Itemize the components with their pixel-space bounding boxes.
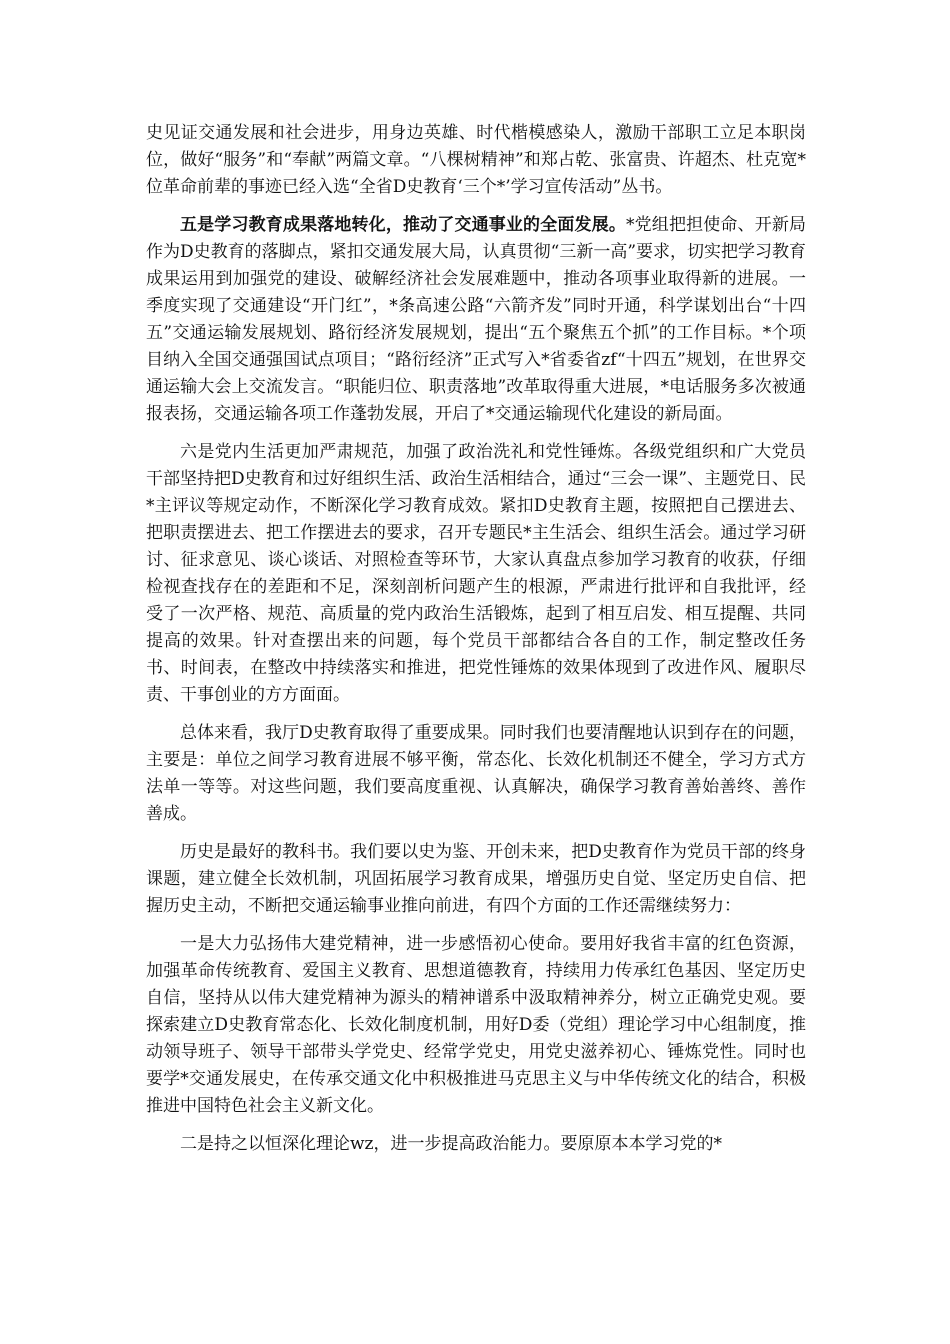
paragraph-7 xyxy=(146,1131,806,1158)
paragraph-4 xyxy=(146,720,806,828)
paragraph-1 xyxy=(146,120,806,201)
paragraph-6 xyxy=(146,931,806,1120)
paragraph-3 xyxy=(146,439,806,709)
paragraph-7-text: 二是持之以恒深化理论wz，进一步提高政治能力。要原原本本学习党的* xyxy=(180,1134,723,1154)
document-page xyxy=(146,120,806,1158)
paragraph-6-text: 一是大力弘扬伟大建党精神，进一步感悟初心使命。要用好我省丰富的红色资源，加强革命传统教育、爱国主义教育、思想道德教育，持续用力传承红色基因、坚定历史自信，坚持从以伟大建党精神为源头的精神谱系中汲取精神养分，树立正确党史观。要探索建立D史教育常态化、长效化制度机制，用好D委（党组）理论学习中心组制度，推动领导班子、领导干部带头学党史、经常学党史，用党史滋养初心、锤炼党性。同时也要学*交通发展史，在传承交通文化中积极推进马克思主义与中华传统文化的结合，积极推进中国特色社会主义新文化。 xyxy=(146,934,806,1116)
paragraph-2-lead: 五是学习教育成果落地转化，推动了交通事业的全面发展。 xyxy=(180,215,626,235)
paragraph-2-text: *党组把担使命、开新局作为D史教育的落脚点，紧扣交通发展大局，认真贯彻“三新一高”要求，切实把学习教育成果运用到加强党的建设、破解经济社会发展难题中，推动各项事业取得新的进展。一季度实现了交通建设“开门红”，*条高速公路“六箭齐发”同时开通，科学谋划出台“十四五”交通运输发展规划、路衍经济发展规划，提出“五个聚焦五个抓”的工作目标。*个项目纳入全国交通强国试点项目；“路衍经济”正式写入*省委省zf“十四五”规划，在世界交通运输大会上交流发言。“职能归位、职责落地”改革取得重大进展，*电话服务多次被通报表扬，交通运输各项工作蓬勃发展，开启了*交通运输现代化建设的新局面。 xyxy=(146,215,807,424)
paragraph-3-text: 六是党内生活更加严肃规范，加强了政治洗礼和党性锤炼。各级党组织和广大党员干部坚持把D史教育和过好组织生活、政治生活相结合，通过“三会一课”、主题党日、民*主评议等规定动作，不断深化学习教育成效。紧扣D史教育主题，按照把自己摆进去、把职责摆进去、把工作摆进去的要求，召开专题民*主生活会、组织生活会。通过学习研讨、征求意见、谈心谈话、对照检查等环节，大家认真盘点参加学习教育的收获，仔细检视查找存在的差距和不足，深刻剖析问题产生的根源，严肃进行批评和自我批评，经受了一次严格、规范、高质量的党内政治生活锻炼，起到了相互启发、相互提醒、共同提高的效果。针对查摆出来的问题，每个党员干部都结合各自的工作，制定整改任务书、时间表，在整改中持续落实和推进，把党性锤炼的效果体现到了改进作风、履职尽责、干事创业的方方面面。 xyxy=(146,442,807,705)
paragraph-5 xyxy=(146,839,806,920)
paragraph-1-text: 史见证交通发展和社会进步，用身边英雄、时代楷模感染人，激励干部职工立足本职岗位，做好“服务”和“奉献”两篇文章。“八棵树精神”和郑占乾、张富贵、许超杰、杜克宽*位革命前辈的事迹已经入选“全省D史教育‘三个*’学习宣传活动”丛书。 xyxy=(146,123,806,197)
paragraph-5-text: 历史是最好的教科书。我们要以史为鉴、开创未来，把D史教育作为党员干部的终身课题，建立健全长效机制，巩固拓展学习教育成果，增强历史自觉、坚定历史自信、把握历史主动，不断把交通运输事业推向前进，有四个方面的工作还需继续努力： xyxy=(146,842,806,916)
paragraph-4-text: 总体来看，我厅D史教育取得了重要成果。同时我们也要清醒地认识到存在的问题，主要是：单位之间学习教育进展不够平衡，常态化、长效化机制还不健全，学习方式方法单一等等。对这些问题，我们要高度重视、认真解决，确保学习教育善始善终、善作善成。 xyxy=(146,723,806,824)
paragraph-2 xyxy=(146,212,806,428)
